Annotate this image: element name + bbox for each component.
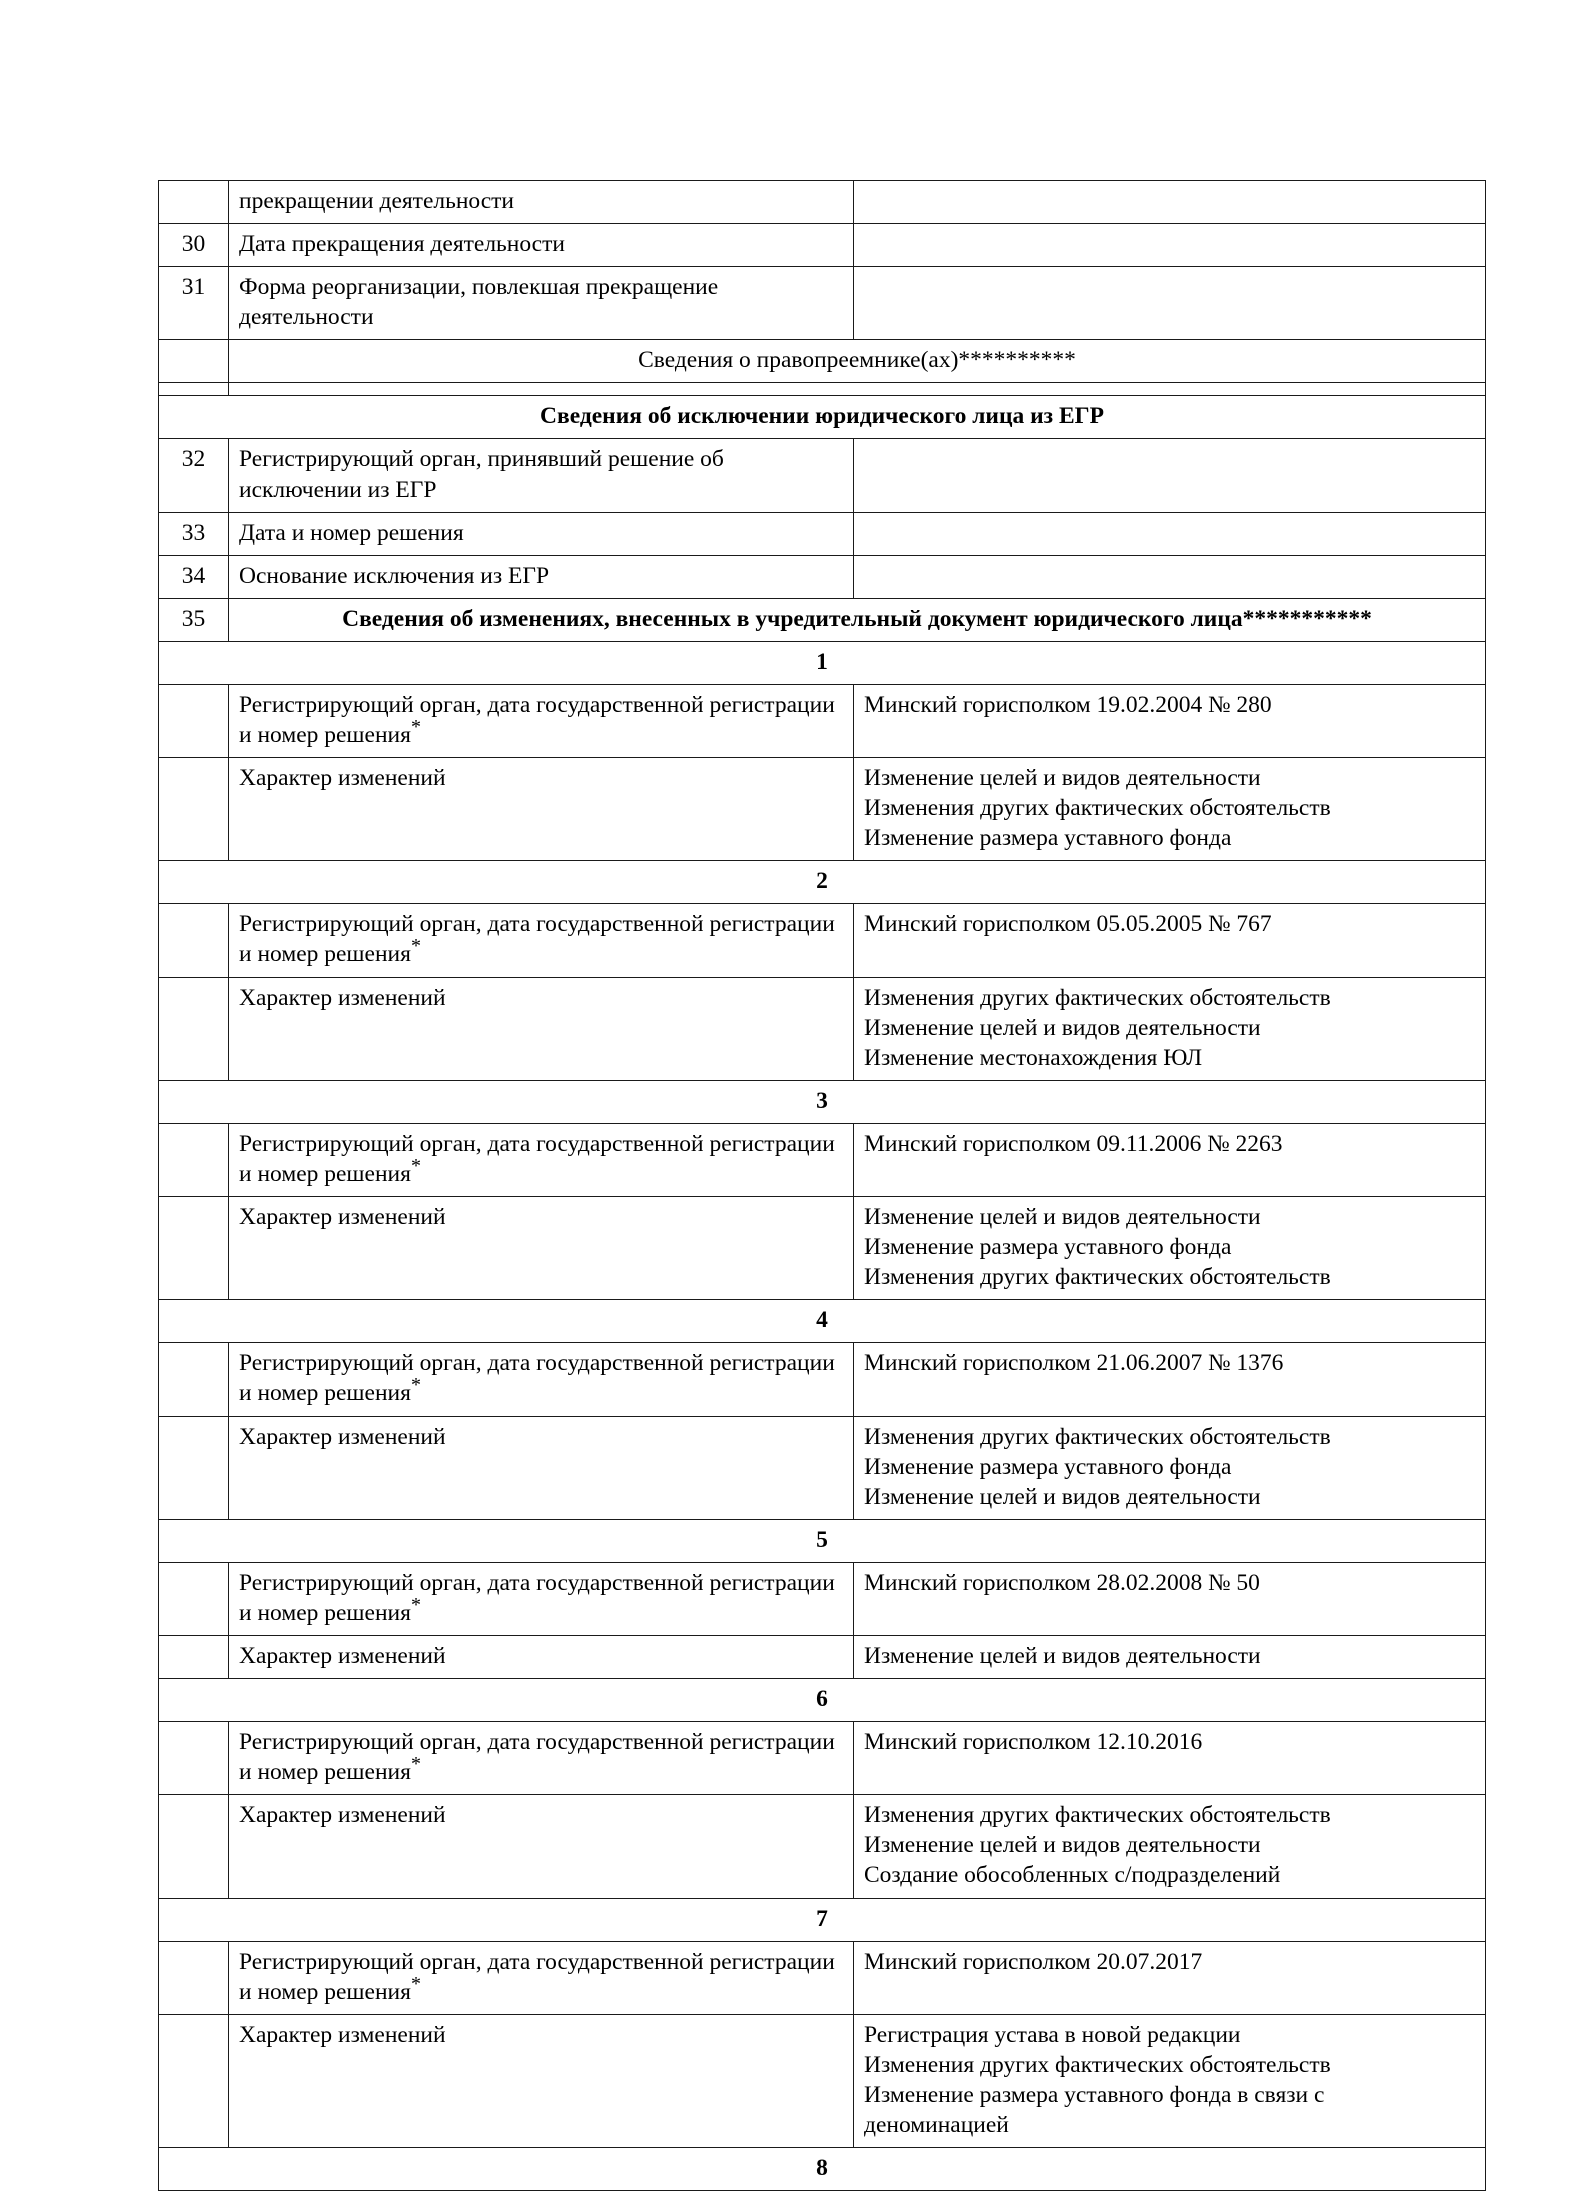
- row-label-cell: Основание исключения из ЕГР: [229, 555, 854, 598]
- row-number-cell: [159, 1343, 229, 1416]
- nature-of-changes-value: [854, 1197, 1486, 1300]
- table-row: [159, 512, 1486, 555]
- change-entry-index: 6: [159, 1679, 1486, 1722]
- table-row: [159, 1343, 1486, 1416]
- footnote-asterisk: *: [410, 716, 421, 739]
- registering-body-label: [229, 684, 854, 757]
- table-row: [159, 555, 1486, 598]
- registering-body-value: Минский горисполком 21.06.2007 № 1376: [854, 1343, 1486, 1416]
- table-row: [159, 267, 1486, 340]
- table-row: [159, 598, 1486, 641]
- row-number-cell: 30: [159, 224, 229, 267]
- change-item: Изменение целей и видов деятельности: [864, 1642, 1261, 1669]
- row-number-cell: [159, 340, 229, 383]
- registering-body-value: Минский горисполком 20.07.2017: [854, 1941, 1486, 2014]
- section-heading: Сведения об исключении юридического лица из ЕГР: [159, 396, 1486, 439]
- row-number-cell: 34: [159, 555, 229, 598]
- footnote-asterisk: *: [410, 1972, 421, 1995]
- row-number-cell: [159, 684, 229, 757]
- table-row: [159, 439, 1486, 512]
- row-number-cell: [159, 977, 229, 1080]
- nature-of-changes-value: [854, 977, 1486, 1080]
- registering-body-label: [229, 904, 854, 977]
- footnote-asterisk: *: [410, 1374, 421, 1397]
- change-entry-index-row: [159, 2148, 1486, 2191]
- change-item: Изменение целей и видов деятельности: [864, 1483, 1261, 1510]
- nature-of-changes-value: [854, 1795, 1486, 1898]
- row-label-cell: Регистрирующий орган, принявший решение об исключении из ЕГР: [229, 439, 854, 512]
- registering-body-value: Минский горисполком 28.02.2008 № 50: [854, 1562, 1486, 1635]
- nature-of-changes-value: [854, 1635, 1486, 1678]
- change-item: Изменение местонахождения ЮЛ: [864, 1044, 1203, 1071]
- empty-cell: [229, 383, 1486, 396]
- row-label-cell: Дата и номер решения: [229, 512, 854, 555]
- row-number-cell: [159, 1795, 229, 1898]
- registering-body-label-text: Регистрирующий орган, дата государственной регистрации и номер решения: [239, 1130, 835, 1187]
- change-item: Изменение размера уставного фонда: [864, 1453, 1232, 1480]
- registering-body-label-text: Регистрирующий орган, дата государственной регистрации и номер решения: [239, 1948, 835, 2005]
- table-row: [159, 1722, 1486, 1795]
- registering-body-label: [229, 1562, 854, 1635]
- registry-table: [158, 180, 1486, 2191]
- row-label-cell: Дата прекращения деятельности: [229, 224, 854, 267]
- change-item: Изменения других фактических обстоятельств: [864, 1264, 1331, 1291]
- change-item: Изменение целей и видов деятельности: [864, 1832, 1261, 1859]
- row-value-cell: [854, 267, 1486, 340]
- row-number-cell: [159, 758, 229, 861]
- row-label-cell: Форма реорганизации, повлекшая прекращение деятельности: [229, 267, 854, 340]
- table-row: [159, 383, 1486, 396]
- change-entry-index-row: [159, 861, 1486, 904]
- row-number-cell: 32: [159, 439, 229, 512]
- nature-of-changes-value: [854, 758, 1486, 861]
- table-row: [159, 1562, 1486, 1635]
- row-number-cell: [159, 1123, 229, 1196]
- row-number-cell: [159, 1416, 229, 1519]
- registering-body-value: Минский горисполком 09.11.2006 № 2263: [854, 1123, 1486, 1196]
- table-row: [159, 1941, 1486, 2014]
- change-entry-index: 3: [159, 1080, 1486, 1123]
- change-entry-index: 4: [159, 1300, 1486, 1343]
- table-row: [159, 977, 1486, 1080]
- table-row: [159, 1795, 1486, 1898]
- change-entry-index: 2: [159, 861, 1486, 904]
- nature-of-changes-label: Характер изменений: [229, 2014, 854, 2147]
- change-entry-index-row: [159, 1679, 1486, 1722]
- change-entry-index: 5: [159, 1519, 1486, 1562]
- nature-of-changes-label: Характер изменений: [229, 977, 854, 1080]
- table-row: [159, 396, 1486, 439]
- table-row: [159, 224, 1486, 267]
- nature-of-changes-label: Характер изменений: [229, 1197, 854, 1300]
- change-item: Изменения других фактических обстоятельств: [864, 1423, 1331, 1450]
- change-entry-index-row: [159, 1519, 1486, 1562]
- change-entry-index-row: [159, 1080, 1486, 1123]
- table-row: [159, 758, 1486, 861]
- change-item: Изменение целей и видов деятельности: [864, 1204, 1261, 1231]
- row-label-cell: прекращении деятельности: [229, 181, 854, 224]
- row-number-cell: [159, 1635, 229, 1678]
- row-number-cell: [159, 904, 229, 977]
- row-value-cell: [854, 512, 1486, 555]
- row-value-cell: [854, 224, 1486, 267]
- table-row: [159, 340, 1486, 383]
- footnote-asterisk: *: [410, 1155, 421, 1178]
- registering-body-label: [229, 1722, 854, 1795]
- change-entry-index-row: [159, 641, 1486, 684]
- registering-body-label-text: Регистрирующий орган, дата государственной регистрации и номер решения: [239, 911, 835, 968]
- row-number-cell: 33: [159, 512, 229, 555]
- change-item: Изменения других фактических обстоятельств: [864, 795, 1331, 822]
- change-entry-index-row: [159, 1898, 1486, 1941]
- registering-body-value: Минский горисполком 05.05.2005 № 767: [854, 904, 1486, 977]
- table-row: [159, 1635, 1486, 1678]
- row-number-cell: 35: [159, 598, 229, 641]
- registering-body-value: Минский горисполком 19.02.2004 № 280: [854, 684, 1486, 757]
- row-value-cell: [854, 181, 1486, 224]
- row-value-cell: [854, 439, 1486, 512]
- table-row: [159, 904, 1486, 977]
- nature-of-changes-label: Характер изменений: [229, 1795, 854, 1898]
- registering-body-label-text: Регистрирующий орган, дата государственной регистрации и номер решения: [239, 1569, 835, 1626]
- nature-of-changes-label: Характер изменений: [229, 1416, 854, 1519]
- change-item: Изменение размера уставного фонда: [864, 825, 1232, 852]
- change-item: Изменение размера уставного фонда: [864, 1234, 1232, 1261]
- change-item: Изменение целей и видов деятельности: [864, 765, 1261, 792]
- nature-of-changes-label: Характер изменений: [229, 758, 854, 861]
- change-entry-index: 1: [159, 641, 1486, 684]
- table-row: [159, 1197, 1486, 1300]
- section-subtitle: Сведения о правопреемнике(ах)**********: [229, 340, 1486, 383]
- section-heading: Сведения об изменениях, внесенных в учредительный документ юридического лица***********: [229, 598, 1486, 641]
- change-entry-index: 7: [159, 1898, 1486, 1941]
- table-row: [159, 1416, 1486, 1519]
- change-item: Изменения других фактических обстоятельств: [864, 984, 1331, 1011]
- change-item: Изменение целей и видов деятельности: [864, 1014, 1261, 1041]
- row-number-cell: [159, 181, 229, 224]
- registering-body-value: Минский горисполком 12.10.2016: [854, 1722, 1486, 1795]
- nature-of-changes-label: Характер изменений: [229, 1635, 854, 1678]
- row-number-cell: [159, 1722, 229, 1795]
- table-body: [159, 181, 1486, 2191]
- nature-of-changes-value: [854, 2014, 1486, 2147]
- registering-body-label-text: Регистрирующий орган, дата государственной регистрации и номер решения: [239, 1350, 835, 1407]
- table-row: [159, 181, 1486, 224]
- nature-of-changes-value: [854, 1416, 1486, 1519]
- registering-body-label-text: Регистрирующий орган, дата государственной регистрации и номер решения: [239, 1729, 835, 1786]
- registering-body-label: [229, 1941, 854, 2014]
- row-number-cell: [159, 1562, 229, 1635]
- change-entry-index-row: [159, 1300, 1486, 1343]
- registering-body-label: [229, 1343, 854, 1416]
- row-number-cell: [159, 1197, 229, 1300]
- table-row: [159, 2014, 1486, 2147]
- change-item: Регистрация устава в новой редакции: [864, 2021, 1241, 2048]
- change-item: Изменения других фактических обстоятельств: [864, 1802, 1331, 1829]
- row-number-cell: [159, 2014, 229, 2147]
- change-item: Изменения других фактических обстоятельств: [864, 2051, 1331, 2078]
- row-number-cell: [159, 1941, 229, 2014]
- table-row: [159, 684, 1486, 757]
- change-entry-index: 8: [159, 2148, 1486, 2191]
- footnote-asterisk: *: [410, 1594, 421, 1617]
- row-number-cell: [159, 383, 229, 396]
- registering-body-label-text: Регистрирующий орган, дата государственной регистрации и номер решения: [239, 691, 835, 749]
- row-number-cell: 31: [159, 267, 229, 340]
- table-row: [159, 1123, 1486, 1196]
- row-value-cell: [854, 555, 1486, 598]
- change-item: Создание обособленных с/подразделений: [864, 1862, 1281, 1889]
- footnote-asterisk: *: [410, 1753, 421, 1776]
- footnote-asterisk: *: [410, 935, 421, 958]
- change-item: Изменение размера уставного фонда в связи с деноминацией: [864, 2081, 1325, 2138]
- registering-body-label: [229, 1123, 854, 1196]
